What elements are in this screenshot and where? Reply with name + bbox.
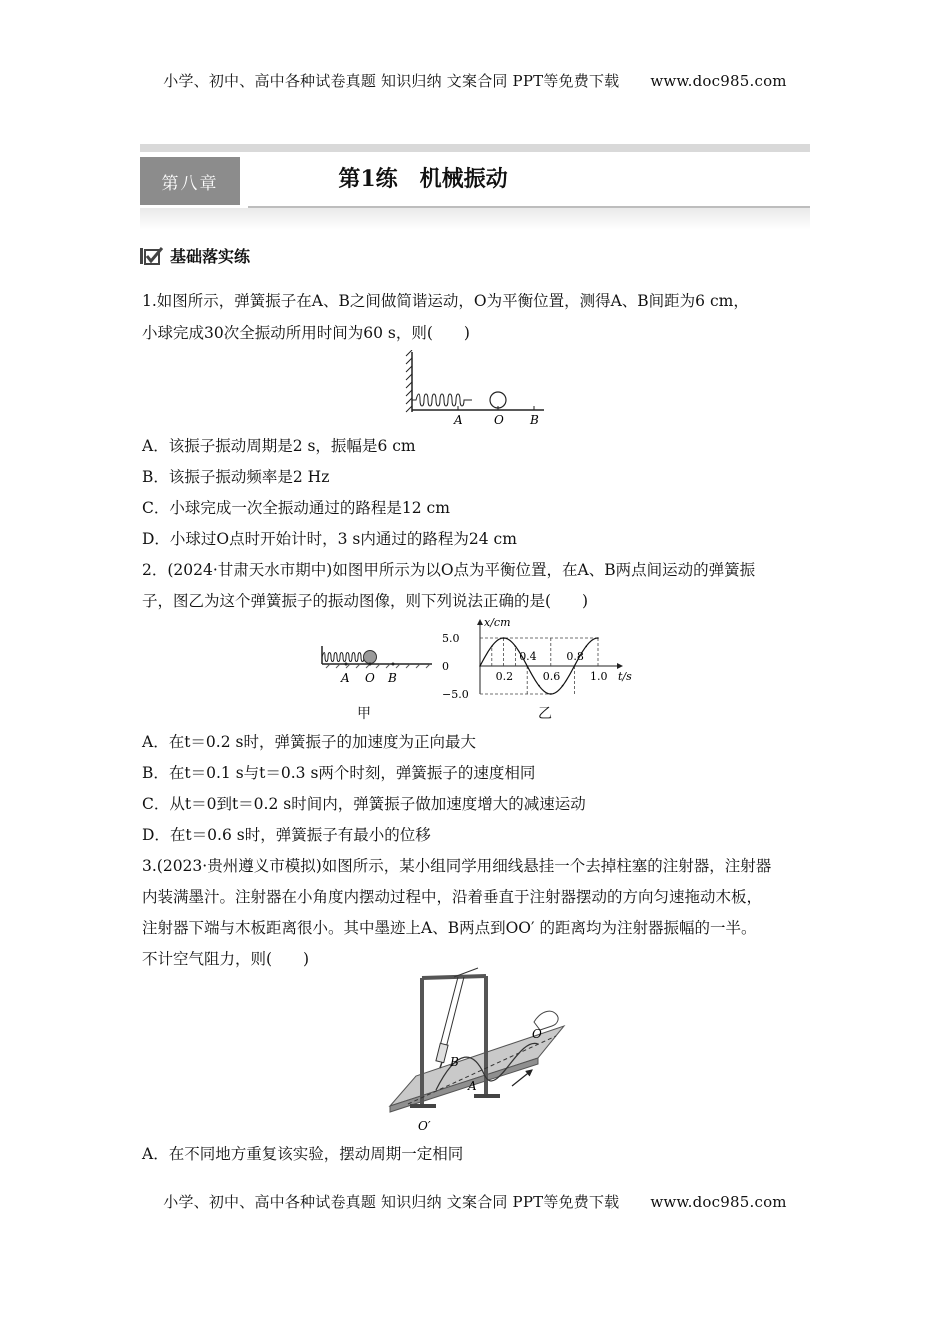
q2-caption-right: 乙 — [538, 706, 552, 722]
footer-url[interactable]: www.doc985.com — [650, 1193, 787, 1211]
chart-x-tick-label: 1.0 — [590, 670, 608, 683]
header-url[interactable]: www.doc985.com — [650, 72, 787, 90]
chart-data-point — [597, 637, 599, 639]
q3-label-b: B — [450, 1055, 459, 1069]
chart-x-tick-label: 0.4 — [519, 650, 537, 663]
chart-y-tick-label: 0 — [442, 660, 449, 673]
chart-y-tick-label: 5.0 — [442, 632, 460, 645]
q3-line1: 3.(2023·贵州遵义市模拟)如图所示，某小组同学用细线悬挂一个去掉柱塞的注射器，注射器 — [142, 857, 772, 875]
chart-x-label: t/s — [618, 670, 632, 683]
chart-y-tick-label: −5.0 — [442, 688, 469, 701]
q1-label-b: B — [530, 413, 539, 427]
header-text: 小学、初中、高中各种试卷真题 知识归纳 文案合同 PPT等免费下载 — [163, 72, 620, 90]
q3-syringe-figure — [388, 966, 568, 1134]
chapter-banner — [140, 144, 810, 234]
q1-option-c[interactable]: C．小球完成一次全振动通过的路程是12 cm — [142, 499, 450, 517]
q3-label-o: O — [532, 1027, 542, 1041]
q2-option-a[interactable]: A．在t＝0.2 s时，弹簧振子的加速度为正向最大 — [142, 733, 476, 751]
chapter-shade — [140, 208, 810, 230]
q2-line1: 2．(2024·甘肃天水市期中)如图甲所示为以O点为平衡位置，在A、B两点间运动的弹簧振 — [142, 561, 756, 579]
q1-line2: 小球完成30次全振动所用时间为60 s，则( ) — [142, 324, 470, 342]
checkbox-check-icon — [140, 246, 164, 266]
q3-option-a[interactable]: A．在不同地方重复该实验，摆动周期一定相同 — [142, 1145, 464, 1163]
chart-data-point — [515, 646, 517, 648]
q2-line2: 子，图乙为这个弹簧振子的振动图像，则下列说法正确的是( ) — [142, 592, 589, 610]
q3-label-a: A — [468, 1079, 477, 1093]
q2-label-o: O — [365, 671, 375, 685]
q1-spring-figure — [400, 350, 550, 428]
q3-line4: 不计空气阻力，则( ) — [142, 950, 310, 968]
chart-data-point — [538, 685, 540, 687]
chapter-topline — [140, 144, 810, 152]
q2-caption-left: 甲 — [357, 706, 371, 722]
q2-label-a: A — [341, 671, 350, 685]
chart-data-point — [574, 665, 576, 667]
footer-text: 小学、初中、高中各种试卷真题 知识归纳 文案合同 PPT等免费下载 — [163, 1193, 620, 1211]
q3-label-o-prime: O′ — [418, 1119, 431, 1133]
q3-line3: 注射器下端与木板距离很小。其中墨迹上A、B两点到OO′ 的距离均为注射器振幅的一半。 — [142, 919, 757, 937]
q2-option-c[interactable]: C．从t＝0到t＝0.2 s时间内，弹簧振子做加速度增大的减速运动 — [142, 795, 586, 813]
chapter-title: 第1练 机械振动 — [338, 166, 508, 192]
q1-option-b[interactable]: B．该振子振动频率是2 Hz — [142, 468, 330, 486]
chart-data-point — [503, 637, 505, 639]
chart-x-tick-label: 0.8 — [566, 650, 584, 663]
chart-x-tick-label: 0.2 — [495, 670, 514, 683]
chart-data-point — [479, 665, 481, 667]
chapter-tab: 第八章 — [140, 157, 240, 205]
q2-option-d[interactable]: D．在t＝0.6 s时，弹簧振子有最小的位移 — [142, 826, 431, 844]
chart-data-point — [585, 646, 587, 648]
chart-data-point — [562, 685, 564, 687]
q2-spring-figure — [318, 642, 436, 692]
page-footer — [0, 1191, 950, 1212]
chart-data-point — [491, 646, 493, 648]
chart-x-tick-label: 0.6 — [542, 670, 561, 683]
q2-option-b[interactable]: B．在t＝0.1 s与t＝0.3 s两个时刻，弹簧振子的速度相同 — [142, 764, 536, 782]
q1-label-o: O — [494, 413, 504, 427]
q1-line1: 1.如图所示，弹簧振子在A、B之间做简谐运动，O为平衡位置，测得A、B间距为6 cm， — [142, 292, 749, 310]
section-heading — [140, 244, 250, 267]
chart-data-point — [526, 665, 528, 667]
page-header — [0, 70, 950, 91]
q2-label-b: B — [388, 671, 397, 685]
q1-label-a: A — [454, 413, 463, 427]
q1-option-a[interactable]: A．该振子振动周期是2 s，振幅是6 cm — [142, 437, 416, 455]
q1-option-d[interactable]: D．小球过O点时开始计时，3 s内通过的路程为24 cm — [142, 530, 517, 548]
section-title: 基础落实练 — [170, 247, 251, 266]
chart-y-label: x/cm — [484, 616, 511, 629]
q3-line2: 内装满墨汁。注射器在小角度内摆动过程中，沿着垂直于注射器摆动的方向匀速拖动木板， — [142, 888, 763, 906]
chart-data-point — [550, 693, 552, 695]
q2-vibration-chart — [440, 614, 640, 704]
